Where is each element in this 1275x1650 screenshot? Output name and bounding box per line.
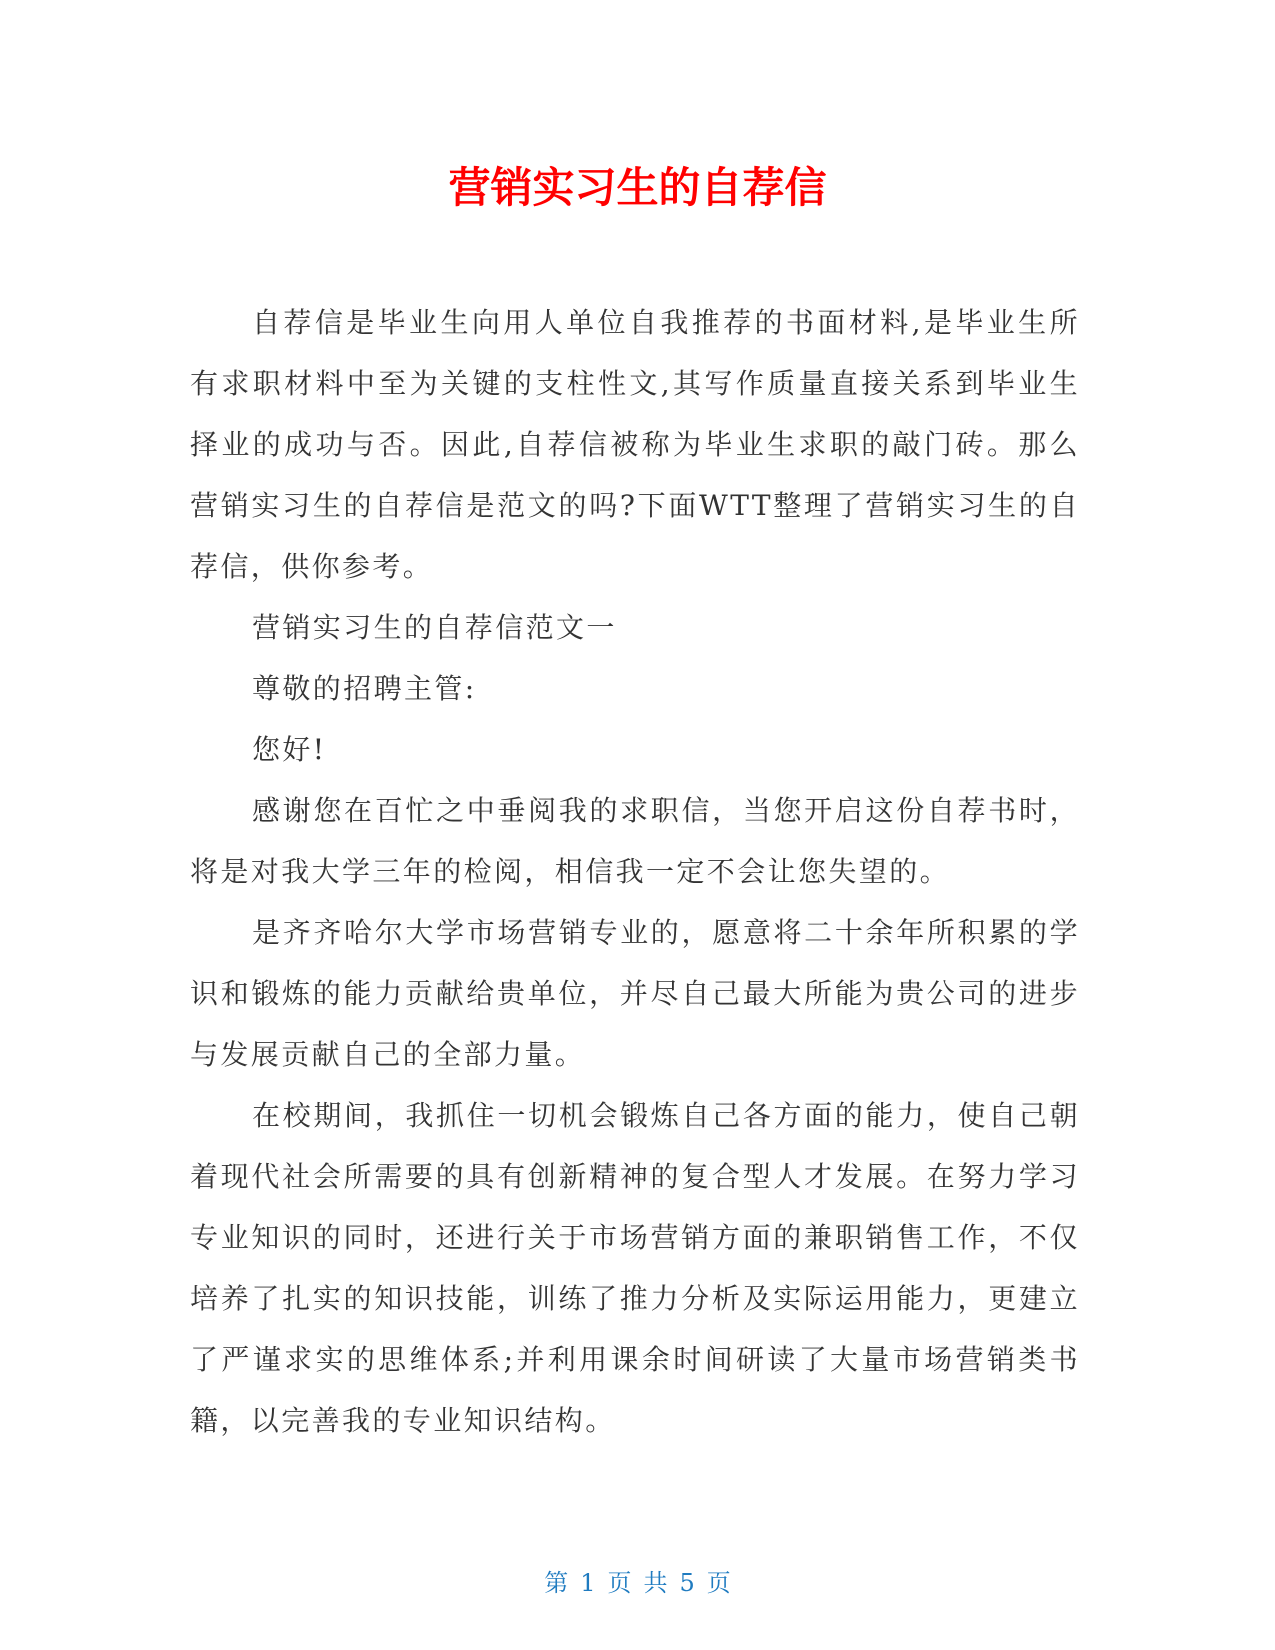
- paragraph-major: 是齐齐哈尔大学市场营销专业的，愿意将二十余年所积累的学识和锻炼的能力贡献给贵单位，并尽自己最大所能为贵公司的进步与发展贡献自己的全部力量。: [190, 916, 1080, 1071]
- page-number-footer: [0, 1568, 1275, 1598]
- paragraph-intro: 自荐信是毕业生向用人单位自我推荐的书面材料,是毕业生所有求职材料中至为关键的支柱性文,其写作质量直接关系到毕业生择业的成功与否。因此,自荐信被称为毕业生求职的敲门砖。那么营销实习生的自荐信是范文的吗?下面WTT整理了营销实习生的自荐信，供你参考。: [190, 306, 1080, 583]
- paragraph-greeting: 您好!: [252, 733, 327, 766]
- footer-total-unit: 页: [706, 1569, 731, 1597]
- footer-page-label: 第: [544, 1569, 569, 1597]
- document-body: [190, 292, 1080, 1451]
- paragraph-sample-heading: 营销实习生的自荐信范文一: [252, 611, 617, 644]
- footer-current-page: 1: [580, 1569, 596, 1597]
- paragraph-thanks: 感谢您在百忙之中垂阅我的求职信，当您开启这份自荐书时，将是对我大学三年的检阅，相信我一定不会让您失望的。: [190, 794, 1080, 888]
- document-title: 营销实习生的自荐信: [448, 163, 827, 212]
- paragraph-salutation: 尊敬的招聘主管:: [252, 672, 477, 705]
- paragraph-school-experience: 在校期间，我抓住一切机会锻炼自己各方面的能力，使自己朝着现代社会所需要的具有创新精神的复合型人才发展。在努力学习专业知识的同时，还进行关于市场营销方面的兼职销售工作，不仅培养了扎实的知识技能，训练了推力分析及实际运用能力，更建立了严谨求实的思维体系;并利用课余时间研读了大量市场营销类书籍，以完善我的专业知识结构。: [190, 1099, 1080, 1437]
- footer-total-pages: 5: [679, 1569, 695, 1597]
- footer-total-label: 共: [643, 1569, 668, 1597]
- footer-page-unit: 页: [607, 1569, 632, 1597]
